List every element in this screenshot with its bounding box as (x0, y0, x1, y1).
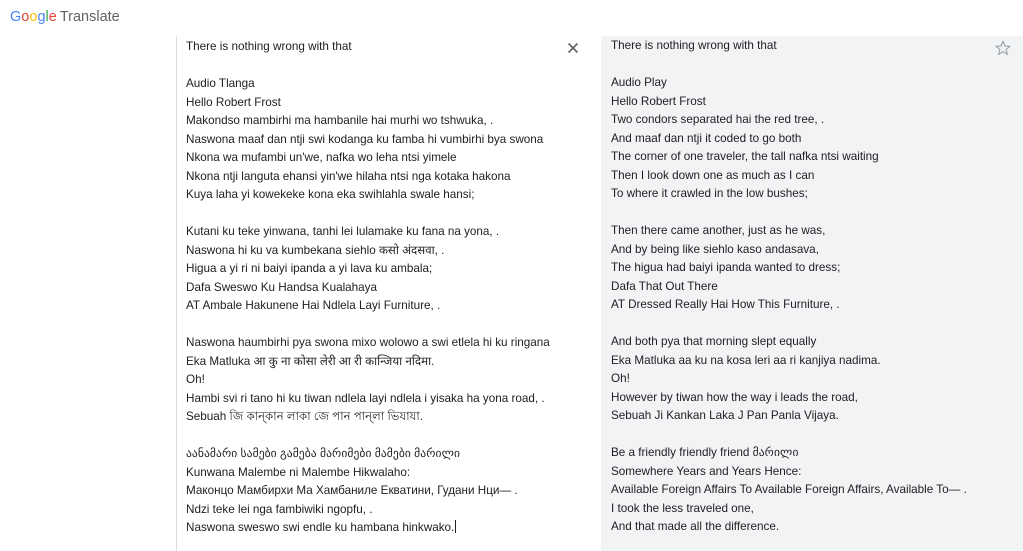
source-line-text: Kutani ku teke yinwana, tanhi lei lulamake ku fana na yona, . (186, 225, 500, 238)
target-line (611, 481, 967, 500)
source-line (186, 279, 550, 298)
target-line (611, 37, 967, 56)
target-line (611, 407, 967, 426)
target-line (611, 352, 967, 371)
source-line (186, 168, 550, 187)
target-line (611, 278, 967, 297)
source-line (186, 223, 550, 242)
source-line (186, 75, 550, 94)
source-line (186, 57, 550, 76)
logo-letter-g: G (10, 9, 22, 25)
source-text-panel[interactable] (177, 36, 594, 551)
target-line-text: To where it crawled in the low bushes; (611, 187, 808, 200)
target-line (611, 518, 967, 537)
source-line (186, 186, 550, 205)
source-line-text: აანამარი სამები გამება მარიმები მამები მარილი (186, 447, 461, 460)
source-line (186, 408, 550, 427)
source-line (186, 519, 550, 538)
text-cursor (455, 520, 456, 533)
source-line-text: Higua a yi ri ni baiyi ipanda a yi lava ku ambala; (186, 262, 433, 275)
product-name: Translate (59, 9, 120, 25)
source-line (186, 501, 550, 520)
source-line-text: Ndzi teke lei nga fambiwiki ngopfu, . (186, 502, 373, 516)
target-line (611, 259, 967, 278)
source-line-text: Oh! (186, 373, 205, 386)
source-line-text: Kuya laha yi kowekeke kona eka swihlahla swale hansi; (186, 188, 475, 201)
source-line (186, 445, 550, 464)
target-line-text: Two condors separated hai the red tree, . (611, 113, 825, 126)
close-icon (563, 38, 583, 58)
source-line (186, 464, 550, 483)
target-line (611, 500, 967, 519)
target-line (611, 241, 967, 260)
target-line-text: And maaf dan ntji it coded to go both (611, 131, 802, 145)
source-line-text: Eka Matluka आ कु ना कोसा लेरी आ री कान्जिया नदिमा. (186, 354, 435, 368)
target-line-text: There is nothing wrong with that (611, 39, 777, 52)
source-line (186, 149, 550, 168)
source-line (186, 427, 550, 446)
source-line (186, 260, 550, 279)
source-line-text: There is nothing wrong with that (186, 40, 352, 53)
target-line (611, 333, 967, 352)
source-line-text: Kunwana Malembe ni Malembe Hikwalaho: (186, 465, 411, 479)
star-outline-icon (993, 38, 1013, 58)
source-line (186, 205, 550, 224)
logo-letter-g2: g (37, 9, 46, 25)
target-line-text: The higua had baiyi ipanda wanted to dress; (611, 261, 841, 274)
target-line (611, 315, 967, 334)
target-line-text: AT Dressed Really Hai How This Furniture, . (611, 298, 840, 311)
target-line (611, 426, 967, 445)
logo-letter-o1: o (21, 9, 30, 25)
target-line-text: And that made all the difference. (611, 520, 780, 533)
target-line (611, 130, 967, 149)
source-line (186, 390, 550, 409)
source-line-text: Dafa Sweswo Ku Handsa Kualahaya (186, 280, 378, 294)
target-line (611, 444, 967, 463)
source-line-text: Naswona haumbirhi pya swona mixo wolowo a swi etlela hi ku ringana (186, 336, 550, 349)
target-line-text: Hello Robert Frost (611, 94, 706, 108)
target-line-text: And both pya that morning slept equally (611, 335, 817, 348)
source-line-text: Hello Robert Frost (186, 95, 281, 109)
source-textarea[interactable] (186, 38, 550, 538)
save-translation-button[interactable] (993, 38, 1013, 58)
target-line-text: Sebuah Ji Kankan Laka J Pan Panla Vijaya. (611, 409, 839, 422)
source-line (186, 112, 550, 131)
source-line-text: Audio Tlanga (186, 77, 255, 90)
target-line (611, 74, 967, 93)
target-line (611, 389, 967, 408)
target-line-text: Eka Matluka aa ku na kosa leri aa ri kanjiya nadima. (611, 353, 881, 367)
source-line-text: Маконцо Мамбирхи Ма Хамбаниле Екватини, Гудани Нци— . (186, 484, 518, 497)
target-line (611, 93, 967, 112)
target-line (611, 56, 967, 75)
target-line (611, 296, 967, 315)
source-line-text: Sebuah জি কান্কান লাকা জে পান পান্লা ভিযাযা. (186, 410, 424, 423)
source-line-text: Nkona ntji languta ehansi yin'we hilaha ntsi nga kotaka hakona (186, 169, 511, 183)
target-line (611, 463, 967, 482)
source-line (186, 242, 550, 261)
source-line-text: Nkona wa mufambi un'we, nafka wo leha ntsi yimele (186, 151, 457, 164)
logo-letter-e: e (48, 9, 57, 25)
source-line (186, 38, 550, 57)
clear-source-button[interactable] (563, 38, 583, 58)
source-line (186, 353, 550, 372)
target-line-text: The corner of one traveler, the tall nafka ntsi waiting (611, 150, 879, 163)
translation-output-panel (601, 36, 1023, 551)
source-line-text: Naswona sweswo swi endle ku hambana hinkwako. (186, 521, 455, 534)
source-line-text: Naswona maaf dan ntji swi kodanga ku famba hi vumbirhi bya swona (186, 132, 544, 146)
source-line-text: Makondso mambirhi ma hambanile hai murhi wo tshwuka, . (186, 114, 494, 127)
target-line-text: However by tiwan how the way i leads the road, (611, 390, 858, 404)
source-line-text: Hambi svi ri tano hi ku tiwan ndlela layi ndlela i yisaka ha yona road, . (186, 391, 545, 405)
source-line (186, 316, 550, 335)
google-translate-logo[interactable] (10, 8, 120, 26)
source-line (186, 297, 550, 316)
translation-text (611, 37, 967, 537)
target-line-text: Dafa That Out There (611, 279, 718, 293)
source-line (186, 334, 550, 353)
target-line-text: Then I look down one as much as I can (611, 168, 815, 182)
target-line-text: Oh! (611, 372, 630, 385)
target-line (611, 222, 967, 241)
target-line (611, 370, 967, 389)
target-line (611, 148, 967, 167)
target-line-text: Available Foreign Affairs To Available Foreign Affairs, Available To— . (611, 483, 967, 496)
logo-letter-l: l (45, 9, 49, 25)
target-line (611, 167, 967, 186)
source-line (186, 482, 550, 501)
source-line (186, 94, 550, 113)
target-line (611, 204, 967, 223)
source-line-text: AT Ambale Hakunene Hai Ndlela Layi Furniture, . (186, 299, 441, 312)
target-line (611, 185, 967, 204)
source-line-text: Naswona hi ku va kumbekana siehlo कसो अंदसवा, . (186, 243, 445, 257)
source-line (186, 371, 550, 390)
logo-letter-o2: o (29, 9, 38, 25)
target-line-text: Be a friendly friendly friend მარილი (611, 446, 799, 459)
target-line-text: And by being like siehlo kaso andasava, (611, 242, 819, 256)
target-line-text: Then there came another, just as he was, (611, 224, 826, 237)
target-line-text: I took the less traveled one, (611, 501, 754, 515)
target-line-text: Audio Play (611, 76, 667, 89)
target-line-text: Somewhere Years and Years Hence: (611, 464, 802, 478)
target-line (611, 111, 967, 130)
source-line (186, 131, 550, 150)
